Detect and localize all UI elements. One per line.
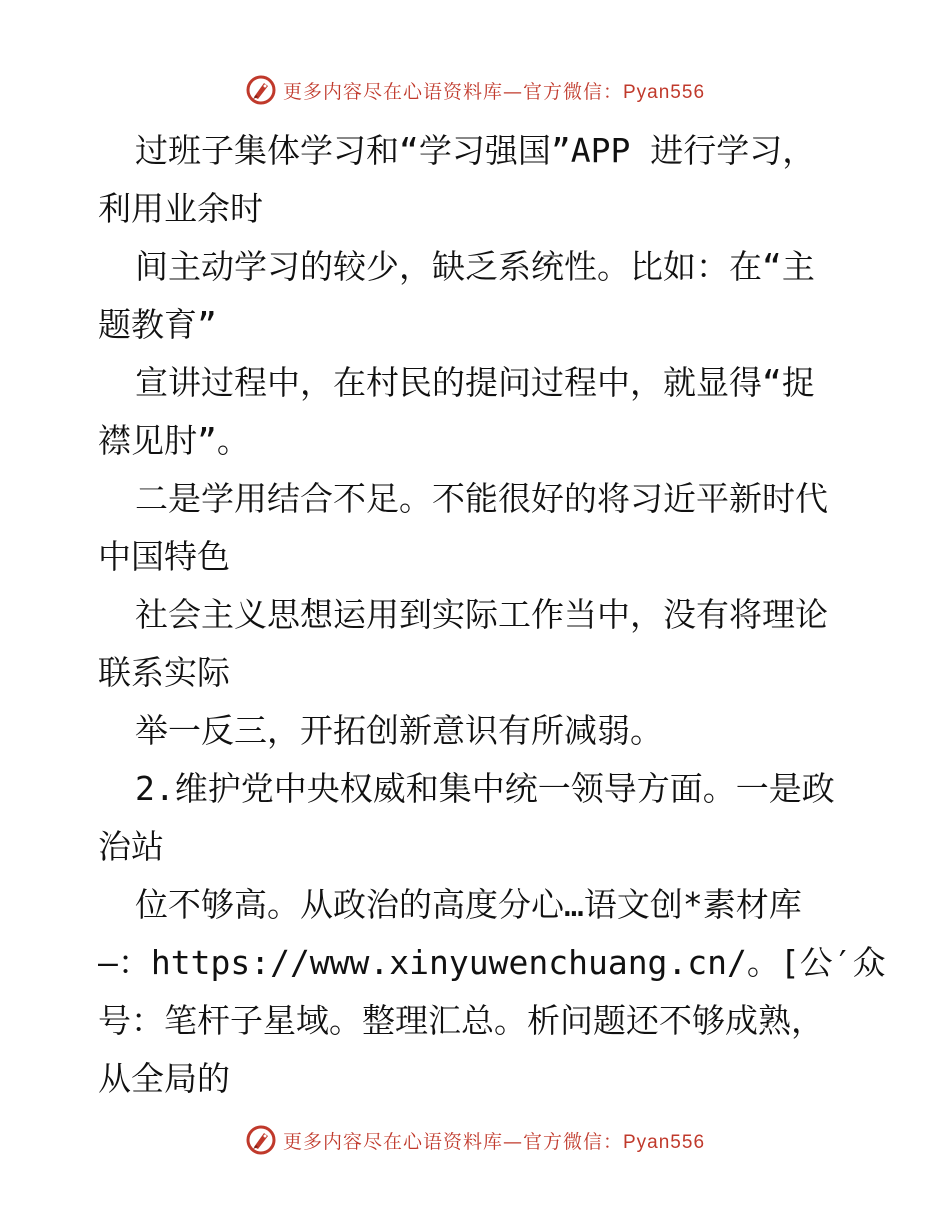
text-line: —：https://www.xinyuwenchuang.cn/。[公′众 [98, 943, 886, 982]
text-line: 过班子集体学习和“学习强国”APP 进行学习， [135, 131, 816, 170]
footer-watermark-text: 更多内容尽在心语资料库—官方微信：Pyan556 [282, 1130, 706, 1153]
text-line: 襟见肘”。 [98, 421, 250, 460]
text-line: 中国特色 [98, 537, 230, 576]
document-body [98, 122, 886, 1108]
text-line: 位不够高。从政治的高度分心…语文创*素材库 [135, 885, 802, 924]
text-line: 社会主义思想运用到实际工作当中，没有将理论 [135, 595, 828, 634]
text-line: 举一反三，开拓创新意识有所减弱。 [135, 711, 663, 750]
pen-nib-circle-icon [245, 74, 277, 106]
pen-nib-circle-icon [245, 1124, 277, 1156]
text-line: 宣讲过程中，在村民的提问过程中，就显得“捉 [135, 363, 815, 402]
text-line: 治站 [98, 827, 164, 866]
text-line: 号：笔杆子星域。整理汇总。析问题还不够成熟， [98, 1001, 824, 1040]
header-watermark-text: 更多内容尽在心语资料库—官方微信：Pyan556 [282, 80, 706, 103]
footer-watermark [0, 1120, 950, 1160]
text-line: 间主动学习的较少，缺乏系统性。比如：在“主 [135, 247, 815, 286]
text-line: 题教育” [98, 305, 217, 344]
text-line: 联系实际 [98, 653, 230, 692]
text-line: 从全局的 [98, 1059, 230, 1098]
text-line: 2.维护党中央权威和集中统一领导方面。一是政 [135, 769, 835, 808]
header-watermark [0, 70, 950, 110]
text-line: 利用业余时 [98, 189, 263, 228]
text-line: 二是学用结合不足。不能很好的将习近平新时代 [135, 479, 828, 518]
